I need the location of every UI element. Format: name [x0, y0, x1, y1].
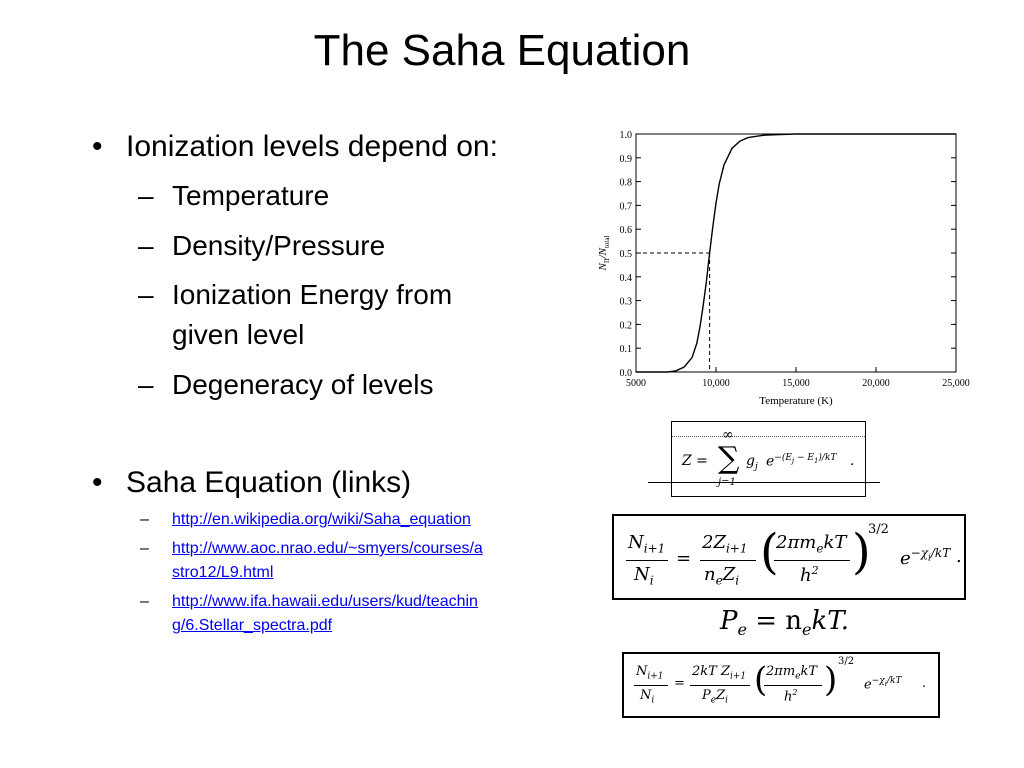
saha-equation-box [612, 514, 966, 600]
subbullet-text: Ionization Energy from [172, 279, 453, 310]
subbullet-text: Density/Pressure [172, 230, 386, 261]
eq-z-lhs: Z = [682, 453, 708, 469]
eq-exp-term: $e^{-\chi_i/kT}$ [864, 676, 902, 693]
eq-frac-bar [690, 685, 750, 686]
eq-frac-num: 2kT $Z_{i+1}$ [692, 664, 747, 682]
eq-exp-term: $e^{-\chi_i/kT}$ [900, 546, 951, 569]
bullet-dot: • [92, 130, 103, 163]
eq-sum-top: ∞ [722, 427, 734, 443]
y-tick-label: 0.9 [619, 153, 632, 165]
x-tick-label: 25,000 [942, 378, 970, 389]
bullet-text: Saha Equation (links) [126, 466, 412, 499]
eq-paren-den: $h^2$ [784, 688, 798, 705]
eq-ratio-bar [634, 685, 668, 686]
saha-equation [624, 522, 964, 594]
link-nrao-cont[interactable]: stro12/L9.html [172, 564, 274, 581]
x-tick-label: 5000 [626, 378, 646, 389]
eq-paren-num: $2\pi m_ekT$ [766, 664, 818, 682]
eq-paren-right: ) [852, 524, 871, 580]
partition-function-equation [682, 429, 872, 493]
eq-paren-num: $2\pi m_ekT$ [776, 532, 847, 556]
subbullet-text: Degeneracy of levels [172, 369, 434, 400]
bullet-dot: • [92, 466, 103, 499]
partition-function-box [671, 421, 866, 497]
line-under-partition [648, 482, 880, 483]
eq-frac-den: $P_eZ_i$ [702, 688, 729, 706]
link-hawaii-cont[interactable]: g/6.Stellar_spectra.pdf [172, 617, 333, 634]
y-tick-label: 0.3 [619, 296, 632, 308]
x-tick-label: 20,000 [862, 378, 890, 389]
y-tick-label: 0.7 [619, 201, 632, 213]
y-tick-label: 0.8 [619, 177, 632, 189]
y-tick-label: 0.2 [619, 320, 632, 332]
dash: – [138, 369, 154, 400]
y-tick-label: 0.1 [619, 344, 632, 356]
link-nrao[interactable]: http://www.aoc.nrao.edu/~smyers/courses/a [172, 540, 483, 557]
eq-equals: = [676, 548, 692, 569]
y-tick-label: 0.0 [619, 368, 632, 379]
dash: – [140, 593, 149, 610]
eq-power: 3/2 [838, 656, 855, 667]
plot-frame [636, 134, 956, 372]
dash: – [140, 511, 149, 528]
eq-power: 3/2 [868, 522, 889, 537]
dash: – [140, 540, 149, 557]
subbullet-text: Temperature [172, 180, 330, 211]
y-tick-label: 1.0 [619, 130, 632, 141]
eq-sum-symbol: ∑ [718, 441, 740, 476]
dash: – [138, 180, 154, 211]
electron-pressure-equation: $P_e = n_ekT$. [720, 606, 850, 640]
link-wikipedia[interactable]: http://en.wikipedia.org/wiki/Saha_equation [172, 511, 471, 528]
eq-paren-bar [774, 560, 850, 561]
eq-ratio-num: $N_{i+1}$ [636, 664, 664, 682]
subbullet-text: given level [172, 319, 305, 350]
slide-title: The Saha Equation [313, 26, 691, 75]
eq-ratio-num: $N_{i+1}$ [628, 532, 666, 556]
eq-sum-bottom: j=1 [718, 477, 736, 488]
eq-paren-right: ) [824, 660, 838, 700]
eq-frac-num: $2Z_{i+1}$ [702, 532, 748, 556]
dash: – [138, 230, 154, 261]
eq-paren-left: ( [760, 524, 779, 580]
eq-frac-bar [700, 560, 756, 561]
eq-exp-term: $e^{-(E_j - E_1)/kT}$ [766, 453, 837, 470]
x-axis-label: Temperature (K) [759, 395, 833, 407]
eq-dot: . [922, 676, 927, 691]
eq-dot: . [956, 546, 962, 567]
eq-g-term: $g_j$ [746, 453, 758, 472]
eq-equals: = [674, 676, 685, 691]
y-tick-label: 0.6 [619, 225, 632, 237]
eq-paren-den: $h^2$ [800, 564, 819, 586]
link-hawaii[interactable]: http://www.ifa.hawaii.edu/users/kud/teachin [172, 593, 478, 610]
y-tick-label: 0.5 [619, 249, 632, 260]
saha-pressure-equation-box [622, 652, 940, 718]
eq-dot: . [850, 453, 855, 469]
series-line [636, 134, 956, 372]
x-tick-label: 15,000 [782, 378, 810, 389]
y-tick-label: 0.4 [619, 272, 632, 284]
eq-paren-left: ( [754, 660, 768, 700]
eq-ratio-den: $N_i$ [640, 688, 655, 706]
saha-pressure-equation [632, 658, 936, 714]
dash: – [138, 279, 154, 310]
eq-ratio-den: $N_i$ [634, 564, 654, 588]
ionization-fraction-chart [592, 122, 970, 410]
eq-paren-bar [764, 685, 822, 686]
eq-ratio-bar [626, 560, 668, 561]
x-tick-label: 10,000 [702, 378, 730, 389]
bullet-text: Ionization levels depend on: [126, 130, 498, 163]
eq-frac-den: $n_eZ_i$ [704, 564, 740, 588]
y-axis-label: $N_{II}/N_{total}$ [597, 235, 611, 271]
